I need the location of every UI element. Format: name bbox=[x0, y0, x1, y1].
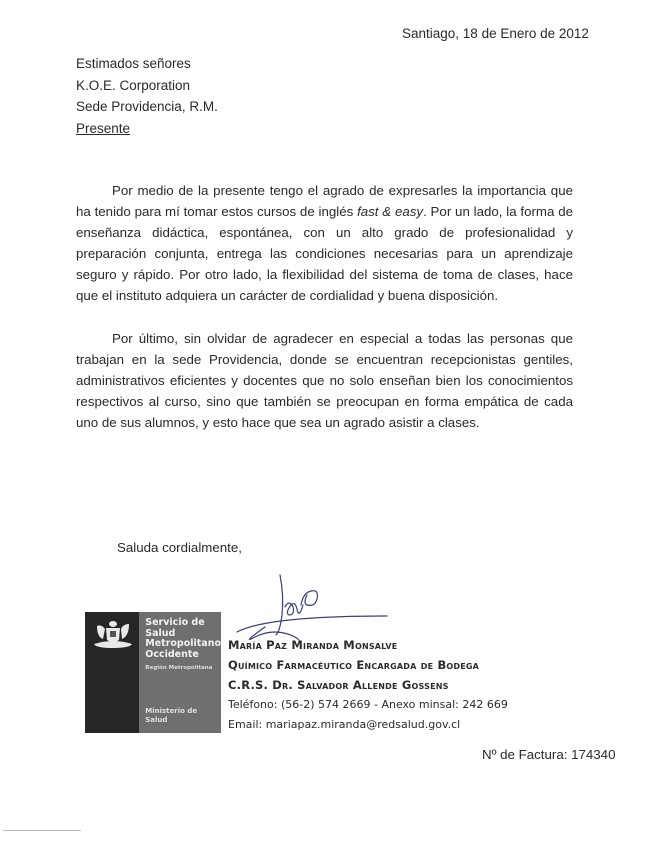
paragraph-2-text: Por último, sin olvidar de agradecer en especial a todas las personas que trabajan en la sede Providencia, donde se encuentran recepcionistas gentiles, administrativos eficientes y docentes que no solo enseñan bien los conocimientos respectivos al curso, sino que también se preocupan en forma empática de cada uno de sus alumnos, y esto hace que sea un agrado asistir a clases. bbox=[76, 331, 573, 430]
logo-text-panel bbox=[139, 612, 221, 733]
body-paragraph-1 bbox=[76, 180, 573, 306]
signer-name: María Paz Miranda Monsalve bbox=[228, 638, 398, 652]
handwritten-signature bbox=[235, 572, 395, 642]
signer-email: Email: mariapaz.miranda@redsalud.gov.cl bbox=[228, 718, 461, 731]
recipient-greeting: Estimados señores bbox=[76, 56, 191, 71]
signature-block bbox=[228, 635, 508, 735]
body-paragraph-2 bbox=[76, 328, 573, 433]
recipient-location: Sede Providencia, R.M. bbox=[76, 99, 218, 114]
invoice-number: Nº de Factura: 174340 bbox=[482, 747, 616, 762]
closing-salutation: Saluda cordialmente, bbox=[117, 540, 242, 555]
signer-phone: Teléfono: (56-2) 574 2669 - Anexo minsal: 242 669 bbox=[228, 698, 508, 711]
recipient-presente: Presente bbox=[76, 120, 131, 136]
institution-logo bbox=[85, 612, 221, 733]
logo-title: Servicio de Salud Metropolitano Occidente bbox=[145, 617, 221, 660]
paragraph-1-text-a: Por medio de la presente tengo el agrado de expresarles la importancia que ha tenido para mí tomar estos cursos de inglés bbox=[76, 183, 573, 219]
footer-divider bbox=[3, 830, 81, 831]
signer-institution: C.R.S. Dr. Salvador Allende Gossens bbox=[228, 678, 449, 692]
recipient-company: K.O.E. Corporation bbox=[76, 77, 191, 93]
course-name-italic: fast & easy bbox=[357, 204, 424, 219]
paragraph-1-text-b: . Por un lado, la forma de enseñanza didáctica, espontánea, con un alto grado de profesionalidad y preparación conjunta, entrega las condiciones necesarias para un aprendizaje seguro y rápido. Por otro lado, la flexibilidad del sistema de toma de clases, hace que el instituto adquiera un carácter de cordialidad y buena disposición. bbox=[76, 204, 573, 303]
coat-of-arms-icon bbox=[91, 618, 135, 654]
logo-ministry: Ministerio de Salud bbox=[145, 707, 198, 724]
signer-title: Químico Farmacéutico Encargada de Bodega bbox=[228, 658, 480, 672]
letter-date: Santiago, 18 de Enero de 2012 bbox=[402, 26, 589, 41]
logo-emblem-panel bbox=[85, 612, 139, 733]
recipient-address bbox=[76, 53, 218, 139]
logo-region: Región Metropolitana bbox=[145, 665, 213, 671]
